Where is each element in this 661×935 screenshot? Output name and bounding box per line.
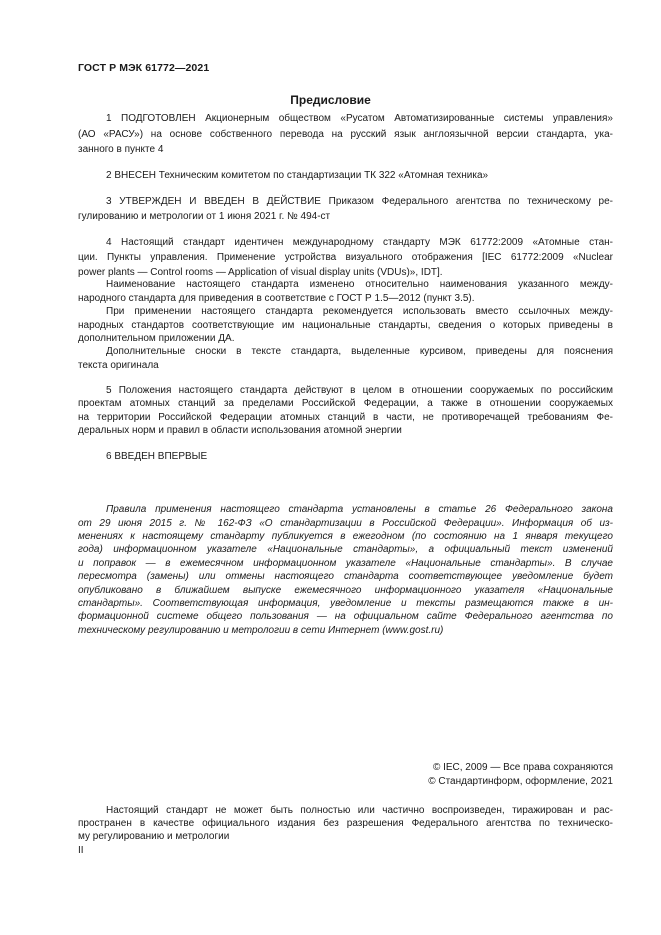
notice-line-8: стандарты». Соответствующая информация, уведомление и тексты размещаются также в ин-: [78, 598, 613, 609]
document-code: ГОСТ Р МЭК 61772—2021: [78, 62, 210, 74]
paragraph-4-line-1: 4 Настоящий стандарт идентичен международному стандарту МЭК 61772:2009 «Атомные стан-: [106, 237, 613, 248]
notice-line-7: опубликовано в ближайшем выпуске ежемесячного информационного указателя «Национальные: [78, 585, 613, 596]
paragraph-4-line-3: power plants — Control rooms — Application of visual display units (VDUs)», IDT].: [78, 267, 443, 278]
notice-line-6: пересмотра (замены) или отмены настоящего стандарта соответствующее уведомление будет: [78, 571, 613, 582]
paragraph-3-line-2: гулированию и метрологии от 1 июня 2021 г. № 494-ст: [78, 211, 331, 222]
notice-line-10: техническому регулированию и метрологии в сети Интернет (www.gost.ru): [78, 625, 444, 636]
paragraph-1-line-1: 1 ПОДГОТОВЛЕН Акционерным обществом «Русатом Автоматизированные системы управления»: [106, 113, 613, 124]
notice-line-4: года) информационном указателе «Национальные стандарты», а официальный текст изменений: [78, 544, 613, 555]
paragraph-5-line-2: проектам атомных станций за пределами Российской Федерации, а также в отношении сооружаемых: [78, 398, 613, 409]
footer-notice-line-1: Настоящий стандарт не может быть полностью или частично воспроизведен, тиражирован и рас-: [106, 805, 613, 816]
paragraph-2-line-1: 2 ВНЕСЕН Техническим комитетом по стандартизации ТК 322 «Атомная техника»: [106, 170, 489, 181]
paragraph-4d-line-1: Дополнительные сноски в тексте стандарта, выделенные курсивом, приведены для пояснения: [106, 346, 613, 357]
paragraph-4c-line-3: дополнительном приложении ДА.: [78, 333, 235, 344]
notice-line-3: менениях к настоящему стандарту публикуется в ежегодном (по состоянию на 1 января текущего: [78, 531, 613, 542]
paragraph-5-line-4: деральных норм и правил в области использования атомной энергии: [78, 425, 402, 436]
paragraph-1-line-3: занного в пункте 4: [78, 144, 164, 155]
notice-line-1: Правила применения настоящего стандарта установлены в статье 26 Федерального закона: [106, 504, 613, 515]
paragraph-4b-line-1: Наименование настоящего стандарта изменено относительно наименования указанного между-: [106, 279, 613, 290]
paragraph-4c-line-2: народных стандартов соответствующие им национальные стандарты, сведения о которых приведены в: [78, 320, 613, 331]
copyright-standartinform: © Стандартинформ, оформление, 2021: [428, 776, 613, 787]
paragraph-3-line-1: 3 УТВЕРЖДЕН И ВВЕДЕН В ДЕЙСТВИЕ Приказом Федерального агентства по техническому ре-: [106, 196, 613, 207]
notice-line-9: формационной системе общего пользования — на официальном сайте Федерального агентства по: [78, 611, 613, 622]
paragraph-4-line-2: ции. Пункты управления. Применение устройства визуального отображения [IEC 61772:2009 «Nuclear: [78, 252, 613, 263]
paragraph-4d-line-2: текста оригинала: [78, 360, 159, 371]
copyright-iec: © IEC, 2009 — Все права сохраняются: [432, 762, 613, 773]
footer-notice-line-2: пространен в качестве официального издания без разрешения Федерального агентства по техническо-: [78, 818, 613, 829]
paragraph-4b-line-2: народного стандарта для приведения в соответствие с ГОСТ Р 1.5—2012 (пункт 3.5).: [78, 293, 475, 304]
page-number: II: [78, 845, 84, 856]
footer-notice-line-3: му регулированию и метрологии: [78, 831, 230, 842]
paragraph-4c-line-1: При применении настоящего стандарта рекомендуется использовать вместо ссылочных между-: [106, 306, 613, 317]
section-title: Предисловие: [290, 93, 371, 107]
notice-line-2: от 29 июня 2015 г. № 162-ФЗ «О стандартизации в Российской Федерации». Информация об из-: [78, 518, 613, 529]
notice-line-5: и поправок — в ежемесячном информационном указателе «Национальные стандарты». В случае: [78, 558, 613, 569]
paragraph-6-line-1: 6 ВВЕДЕН ВПЕРВЫЕ: [106, 451, 208, 462]
paragraph-5-line-3: на территории Российской Федерации атомных станций в части, не противоречащей требованиям Фе-: [78, 412, 613, 423]
paragraph-1-line-2: (АО «РАСУ») на основе собственного перевода на русский язык англоязычной версии стандарта, ука-: [78, 129, 613, 140]
paragraph-5-line-1: 5 Положения настоящего стандарта действуют в целом в отношении сооружаемых по российским: [106, 385, 613, 396]
